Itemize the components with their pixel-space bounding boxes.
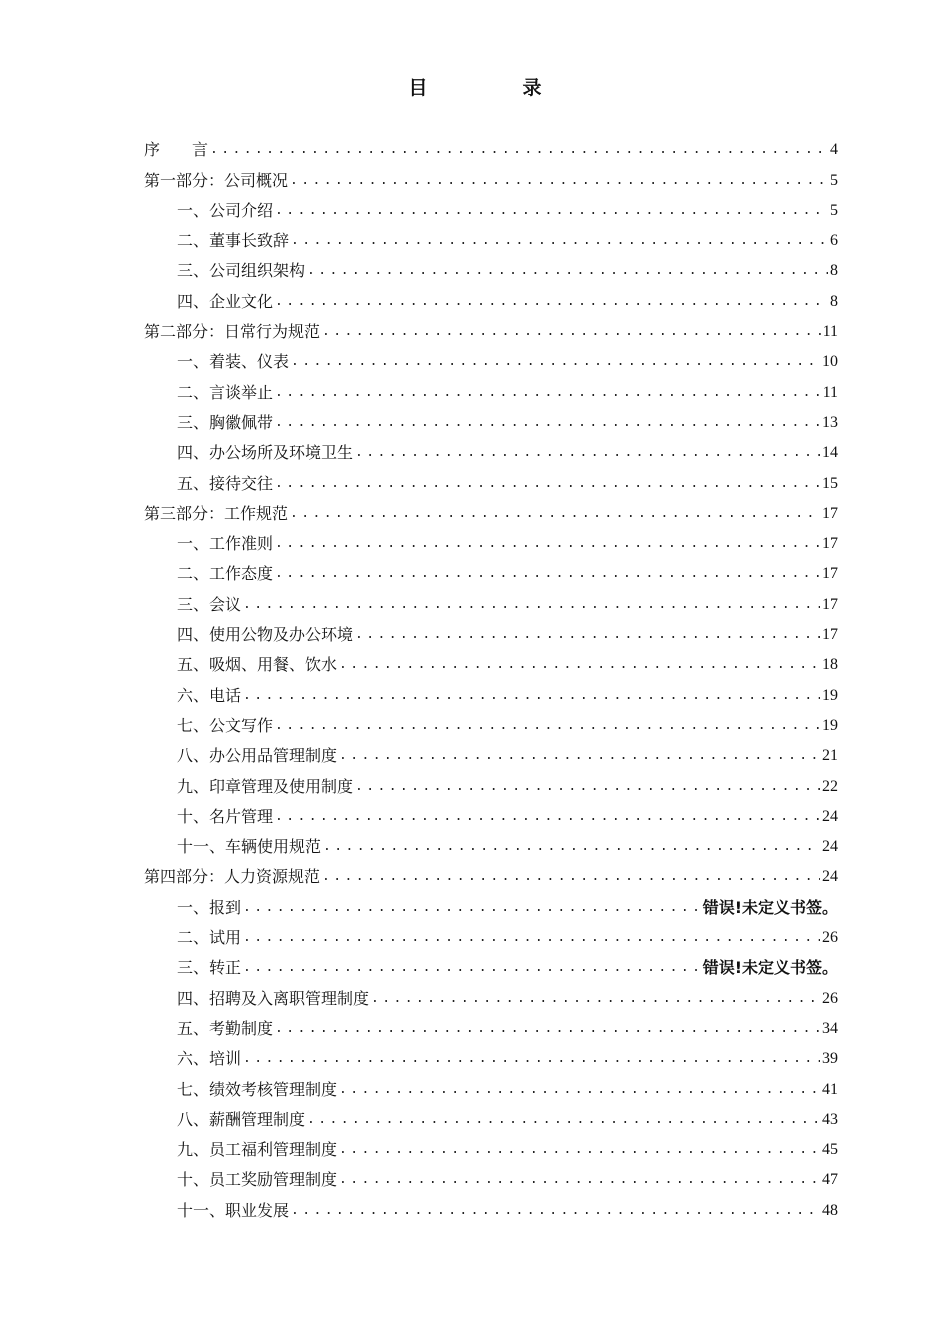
toc-dot-leader xyxy=(339,741,820,771)
toc-entry[interactable] xyxy=(144,408,838,438)
toc-dot-leader xyxy=(355,772,820,802)
toc-page-number: 43 xyxy=(822,1110,838,1128)
toc-entry[interactable] xyxy=(144,347,838,377)
toc-entry-title: 第三部分：工作规范 xyxy=(144,503,289,523)
toc-entry[interactable] xyxy=(144,711,838,741)
toc-entry-title: 六、电话 xyxy=(177,685,242,705)
toc-dot-leader xyxy=(339,1075,820,1105)
toc-page-number: 4 xyxy=(830,141,838,159)
toc-page-number: 8 xyxy=(830,262,838,280)
toc-entry-title: 第四部分：人力资源规范 xyxy=(144,867,321,887)
toc-entry-title: 一、工作准则 xyxy=(177,534,274,554)
toc-page-number: 47 xyxy=(822,1171,838,1189)
toc-page-number: 48 xyxy=(822,1201,838,1219)
toc-entry-title: 三、公司组织架构 xyxy=(177,261,306,281)
toc-entry[interactable] xyxy=(144,256,838,286)
toc-page-number: 39 xyxy=(822,1050,838,1068)
toc-entry[interactable] xyxy=(144,741,838,771)
toc-entry-title: 四、使用公物及办公环境 xyxy=(177,625,354,645)
toc-entry[interactable] xyxy=(144,832,838,862)
toc-dot-leader xyxy=(323,832,820,862)
toc-dot-leader xyxy=(275,559,820,589)
toc-page-number: 17 xyxy=(822,504,838,522)
toc-entry[interactable] xyxy=(144,377,838,407)
toc-entry[interactable] xyxy=(144,1105,838,1135)
toc-dot-leader xyxy=(322,862,820,892)
toc-entry[interactable] xyxy=(144,862,838,892)
toc-page-number: 19 xyxy=(822,686,838,704)
toc-entry[interactable] xyxy=(144,196,838,226)
toc-entry-title: 八、薪酬管理制度 xyxy=(177,1109,306,1129)
toc-entry-title: 十一、车辆使用规范 xyxy=(177,837,322,857)
toc-entry-title: 三、胸徽佩带 xyxy=(177,412,274,432)
toc-page-number: 26 xyxy=(822,929,838,947)
toc-dot-leader xyxy=(339,1165,820,1195)
toc-entry-title: 五、接待交往 xyxy=(177,473,274,493)
toc-entry[interactable] xyxy=(144,589,838,619)
toc-dot-leader xyxy=(290,166,828,196)
toc-dot-leader xyxy=(291,1196,820,1226)
toc-page-number: 24 xyxy=(822,807,838,825)
toc-dot-leader xyxy=(322,317,821,347)
toc-dot-leader xyxy=(275,196,828,226)
toc-page-number: 5 xyxy=(830,201,838,219)
toc-dot-leader xyxy=(275,378,821,408)
toc-page-number: 45 xyxy=(822,1141,838,1159)
toc-page-number: 17 xyxy=(822,565,838,583)
toc-dot-leader xyxy=(243,923,820,953)
toc-dot-leader xyxy=(355,620,820,650)
toc-page-number: 6 xyxy=(830,232,838,250)
toc-dot-leader xyxy=(275,529,820,559)
toc-entry[interactable] xyxy=(144,226,838,256)
toc-entry[interactable] xyxy=(144,135,838,165)
toc-dot-leader xyxy=(291,347,820,377)
toc-entry[interactable] xyxy=(144,286,838,316)
toc-entry[interactable] xyxy=(144,680,838,710)
toc-entry[interactable] xyxy=(144,1165,838,1195)
toc-entry[interactable] xyxy=(144,468,838,498)
toc-entry-title: 第二部分：日常行为规范 xyxy=(144,322,321,342)
toc-page-number: 11 xyxy=(822,323,838,341)
toc-entry-title: 三、会议 xyxy=(177,594,242,614)
toc-entry-title: 七、公文写作 xyxy=(177,715,274,735)
toc-error-message: 错误!未定义书签。 xyxy=(702,958,838,978)
toc-dot-leader xyxy=(275,711,820,741)
toc-page-number: 24 xyxy=(822,868,838,886)
toc-entry-title: 一、报到 xyxy=(177,897,242,917)
toc-entry-title: 九、印章管理及使用制度 xyxy=(177,776,354,796)
toc-dot-leader xyxy=(275,469,820,499)
toc-page-number: 13 xyxy=(822,413,838,431)
toc-page-number: 41 xyxy=(822,1080,838,1098)
toc-entry[interactable] xyxy=(144,650,838,680)
toc-entry[interactable] xyxy=(144,1074,838,1104)
toc-entry[interactable] xyxy=(144,1014,838,1044)
toc-dot-leader xyxy=(339,650,820,680)
toc-entry[interactable] xyxy=(144,771,838,801)
toc-page-number: 22 xyxy=(822,777,838,795)
toc-page-number: 14 xyxy=(822,444,838,462)
toc-dot-leader xyxy=(243,681,820,711)
toc-entry[interactable] xyxy=(144,1195,838,1225)
toc-dot-leader xyxy=(275,802,820,832)
toc-entry[interactable] xyxy=(144,983,838,1013)
page-title: 目 录 xyxy=(408,77,580,99)
toc-entry[interactable] xyxy=(144,620,838,650)
toc-entry[interactable] xyxy=(144,499,838,529)
toc-entry-title: 二、试用 xyxy=(177,928,242,948)
toc-page-number: 17 xyxy=(822,535,838,553)
toc-entry[interactable] xyxy=(144,1044,838,1074)
toc-entry-title: 二、工作态度 xyxy=(177,564,274,584)
toc-dot-leader xyxy=(291,226,828,256)
toc-dot-leader xyxy=(243,953,701,983)
toc-page-number: 21 xyxy=(822,747,838,765)
toc-entry-title: 七、绩效考核管理制度 xyxy=(177,1079,338,1099)
toc-entry[interactable] xyxy=(144,317,838,347)
toc-entry[interactable] xyxy=(144,892,838,922)
toc-entry-title: 四、办公场所及环境卫生 xyxy=(177,443,354,463)
toc-entry[interactable] xyxy=(144,529,838,559)
toc-page-number: 5 xyxy=(830,171,838,189)
toc-entry-title: 十、名片管理 xyxy=(177,806,274,826)
toc-page-number: 24 xyxy=(822,838,838,856)
toc-dot-leader xyxy=(339,1135,820,1165)
toc-page-number: 11 xyxy=(822,383,838,401)
toc-page-number: 17 xyxy=(822,595,838,613)
toc-entry[interactable] xyxy=(144,438,838,468)
toc-page-number: 34 xyxy=(822,1019,838,1037)
toc-page-number: 10 xyxy=(822,353,838,371)
toc-dot-leader xyxy=(307,256,828,286)
toc-page-number: 19 xyxy=(822,716,838,734)
toc-page-number: 17 xyxy=(822,626,838,644)
toc-entry[interactable] xyxy=(144,1135,838,1165)
toc-entry-title: 十一、职业发展 xyxy=(177,1200,290,1220)
table-of-contents xyxy=(144,135,838,1226)
toc-entry[interactable] xyxy=(144,953,838,983)
toc-entry-title: 序 言 xyxy=(144,140,209,160)
toc-entry-title: 四、招聘及入离职管理制度 xyxy=(177,988,370,1008)
toc-dot-leader xyxy=(243,893,701,923)
toc-error-message: 错误!未定义书签。 xyxy=(702,897,838,917)
toc-dot-leader xyxy=(243,590,820,620)
toc-entry-title: 第一部分：公司概况 xyxy=(144,170,289,190)
toc-page-number: 15 xyxy=(822,474,838,492)
toc-page-number: 8 xyxy=(830,292,838,310)
toc-entry[interactable] xyxy=(144,923,838,953)
toc-entry[interactable] xyxy=(144,165,838,195)
toc-entry[interactable] xyxy=(144,802,838,832)
toc-entry-title: 六、培训 xyxy=(177,1049,242,1069)
toc-entry[interactable] xyxy=(144,559,838,589)
toc-dot-leader xyxy=(243,1044,820,1074)
toc-dot-leader xyxy=(371,984,820,1014)
toc-entry-title: 一、着装、仪表 xyxy=(177,352,290,372)
toc-dot-leader xyxy=(275,1014,820,1044)
toc-page-number: 18 xyxy=(822,656,838,674)
toc-entry-title: 九、员工福利管理制度 xyxy=(177,1140,338,1160)
toc-entry-title: 二、董事长致辞 xyxy=(177,231,290,251)
toc-dot-leader xyxy=(275,287,828,317)
toc-dot-leader xyxy=(307,1105,820,1135)
toc-entry-title: 二、言谈举止 xyxy=(177,382,274,402)
toc-dot-leader xyxy=(290,499,820,529)
toc-dot-leader xyxy=(210,135,828,165)
toc-entry-title: 十、员工奖励管理制度 xyxy=(177,1170,338,1190)
toc-entry-title: 八、办公用品管理制度 xyxy=(177,746,338,766)
toc-dot-leader xyxy=(275,408,820,438)
toc-entry-title: 五、吸烟、用餐、饮水 xyxy=(177,655,338,675)
toc-entry-title: 三、转正 xyxy=(177,958,242,978)
toc-entry-title: 四、企业文化 xyxy=(177,291,274,311)
toc-dot-leader xyxy=(355,438,820,468)
toc-page-number: 26 xyxy=(822,989,838,1007)
toc-entry-title: 一、公司介绍 xyxy=(177,200,274,220)
toc-entry-title: 五、考勤制度 xyxy=(177,1018,274,1038)
